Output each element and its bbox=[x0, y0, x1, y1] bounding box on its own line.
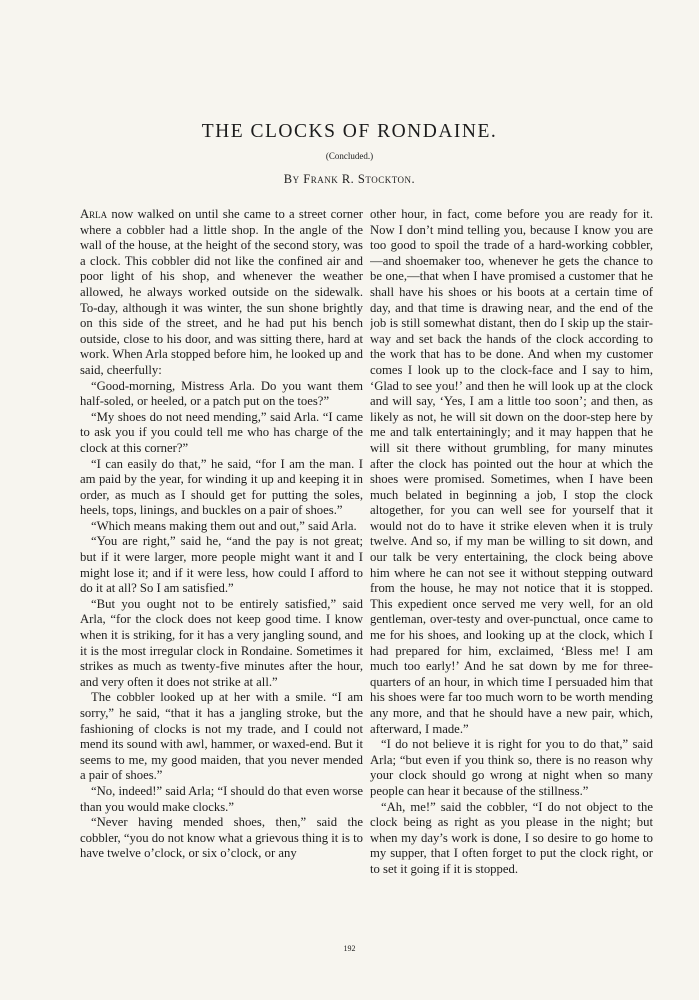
paragraph: “Good-morning, Mistress Arla. Do you want them half-soled, or heeled, or a patch put on the toes?” bbox=[80, 378, 363, 409]
page-number: 192 bbox=[343, 944, 356, 953]
paragraph: Arla now walked on until she came to a street corner where a cobbler had a little shop. In the angle of the wall of the house, at the height of the second story, was a clock. This cobbler did not like the confined air and poor light of his shop, and whenever the weather allowed, he always worked outside on the sidewalk. To-day, although it was winter, the sun shone brightly on this side of the street, and he had put his bench outside, close to his door, and was sitting there, hard at work. When Arla stopped before him, he looked up and said, cheerfully: bbox=[80, 207, 363, 377]
left-column bbox=[80, 207, 363, 927]
paragraph: “I do not believe it is right for you to do that,” said Arla; “but even if you think so, there is no reason why your clock should go wrong at night when so many people can hear it because of the stillness.” bbox=[370, 737, 653, 798]
paragraph: The cobbler looked up at her with a smile. “I am sorry,” he said, “that it has a jangling stroke, but the fashioning of clocks is not my trade, and I could not mend its sound with awl, hammer, or waxed-end. But it seems to me, my good maiden, that you never mended a pair of shoes.” bbox=[80, 690, 363, 783]
article-subtitle: (Concluded.) bbox=[325, 151, 374, 161]
paragraph: “No, indeed!” said Arla; “I should do that even worse than you would make clocks.” bbox=[80, 783, 363, 814]
paragraph: “Ah, me!” said the cobbler, “I do not object to the clock being as right as you please in the night; but when my day’s work is done, I so desire to go home to my supper, that I often forget to put the clock right, or to set it going if it is stopped. bbox=[370, 799, 653, 876]
paragraph: “Never having mended shoes, then,” said the cobbler, “you do not know what a grievous thing it is to have twelve o’clock, or six o’clock, or any bbox=[80, 815, 363, 861]
opening-word: Arla bbox=[80, 207, 108, 221]
paragraph: other hour, in fact, come before you are ready for it. Now I don’t mind telling you, because I know you are too good to spoil the trade of a hard-working cobbler,—and shoemaker too, whenever he gets the chance to be one,—that when I have promised a customer that he shall have his shoes or his boots at a certain time of day, and that time is drawing near, and the end of the job is still somewhat distant, then do I skip up the stair-way and set back the hands of the clock according to the work that has to be done. And when my customer comes I look up to the clock-face and I say to him, ‘Glad to see you!’ and then he will look up at the clock and will say, ‘Yes, I am a little too soon’; and then, as likely as not, he will sit down on the door-step here by me and talk entertainingly; and it may happen that he will sit there without grumbling, for many minutes after the clock has pointed out the hour at which the shoes were promised. Sometimes, when I have been much belated in beginning a job, I stop the clock altogether, for you can well see for yourself that it would not do to have it strike eleven when it is truly twelve. And so, if my man be willing to sit down, and our talk be very entertaining, the clock being above him where he can not see it without stepping outward from the house, he may not notice that it is stopped. This expedient once served me very well, for an old gentleman, over-testy and over-punctual, once came to me for his shoes, and looking up at the clock, which I had prepared for him, exclaimed, ‘Bless me! I am much too early!’ And he sat down by me for three-quarters of an hour, in which time I persuaded him that his shoes were far too much worn to be worth mending any more, and that he should have a new pair, which, afterward, I made.” bbox=[370, 207, 653, 736]
right-column bbox=[370, 207, 653, 927]
paragraph: “But you ought not to be entirely satisfied,” said Arla, “for the clock does not keep good time. I know when it is striking, for it has a very jangling sound, and it is the most irregular clock in Rondaine. Sometimes it strikes as much as twenty-five minutes after the hour, and very often it does not strike at all.” bbox=[80, 596, 363, 689]
article-byline: By Frank R. Stockton. bbox=[283, 172, 416, 186]
paragraph: “I can easily do that,” he said, “for I am the man. I am paid by the year, for winding it up and keeping it in order, as much as I should get for putting the soles, heels, tops, linings, and buckles on a pair of shoes.” bbox=[80, 456, 363, 518]
paragraph: “My shoes do not need mending,” said Arla. “I came to ask you if you could tell me who has charge of the clock at this corner?” bbox=[80, 409, 363, 455]
paragraph: “You are right,” said he, “and the pay is not great; but if it were larger, more people might want it and I might lose it; and if it were less, how could I afford to do it at all? So I am satisfied.” bbox=[80, 534, 363, 596]
article-title: THE CLOCKS OF RONDAINE. bbox=[201, 121, 498, 142]
paragraph: “Which means making them out and out,” said Arla. bbox=[91, 518, 357, 533]
